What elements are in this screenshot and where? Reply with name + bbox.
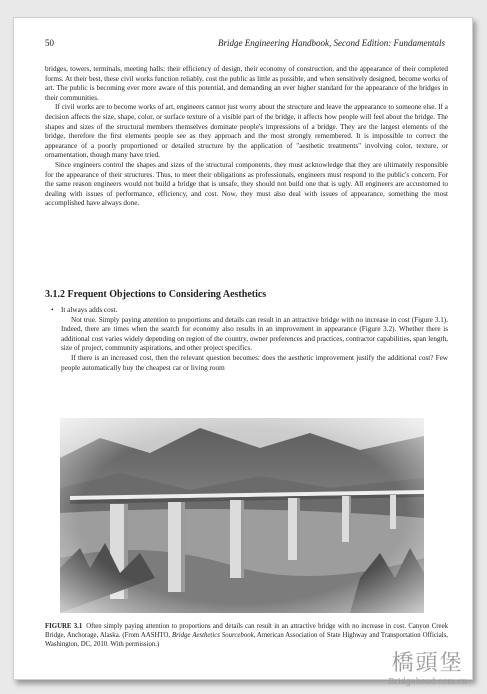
caption-source-title: Bridge Aesthetics Sourcebook xyxy=(172,632,254,639)
bullet-body xyxy=(45,316,448,374)
page-number: 50 xyxy=(45,38,54,48)
paragraph: If there is an increased cost, then the relevant question becomes: does the aesthetic improvement justify the additional cost? Few people automatically buy the cheapest car or living room xyxy=(61,353,448,372)
figure-caption xyxy=(45,622,448,649)
paragraph: bridges, towers, terminals, meeting halls: their efficiency of design, their economy of construction, and the appearance of their completed forms. At their best, these civil works function reliably, cost the public as little as possible, and when sensitively designed, become works of art. The public is becoming ever more aware of this potential, and demanding an ever higher standard for the appearance of the bridges in their communities. xyxy=(45,65,448,102)
bullet-text: It always adds cost. xyxy=(61,306,118,314)
site-watermark xyxy=(388,646,467,686)
bullet-item xyxy=(45,306,448,316)
section-heading: 3.1.2 Frequent Objections to Considering Aesthetics xyxy=(45,289,267,300)
figure-label: FIGURE 3.1 xyxy=(45,623,83,630)
bullet-icon: • xyxy=(51,306,54,314)
intro-text-block xyxy=(45,65,448,209)
section-text-block xyxy=(45,306,448,373)
document-page xyxy=(13,17,473,680)
watermark-url: Bridgehead.com.cn xyxy=(388,677,467,686)
caption-text: Often simply paying attention to proportions and details can result in an attractive bridge with no increase in cost. Canyon Creek Bridge, Anchorage, Alaska. (From AASHTO, xyxy=(45,623,448,639)
watermark-logo: 橋頭堡 xyxy=(391,651,464,676)
paragraph: Not true. Simply paying attention to proportions and details can result in an attractive bridge with no increase in cost (Figure 3.1). Indeed, there are times when the search for economy also results in an improvement in appearance (Figure 3.2). Whether there is additional cost varies widely depending on region of the country, owner preferences and practices, contractor capabilities, span length, size of project, community aspirations, and other project specifics. xyxy=(61,315,448,353)
paragraph: Since engineers control the shapes and sizes of the structural components, they must acknowledge that they are ultimately responsible for the appearance of their structures. Thus, to meet their obligations as professionals, engineers must respond to the public's concern. For the same reason engineers would not build a bridge that is unsafe, they should not build one that is ugly. All engineers are accustomed to dealing with issues of performance, efficiency, and cost. Now, they must also deal with issues of appearance, something the most accomplished have always done. xyxy=(45,160,448,208)
paragraph: If civil works are to become works of art, engineers cannot just worry about the structure and leave the appearance to someone else. If a decision affects the size, shape, color, or surface texture of a visible part of the bridge, it affects how people will feel about the bridge. The shapes and sizes of the structural members themselves dominate people's impressions of a bridge. They are the largest elements of the bridge, therefore the first elements people see as they approach and the most strongly remembered. It is impossible to correct the appearance of a poorly proportioned or detailed structure by the application of "aesthetic treatments" involving color, texture, or ornamentation, though many have tried. xyxy=(45,103,448,160)
caption-text-end: , American Association of State Highway and Transportation Officials, Washington, DC, 2010. With permission.) xyxy=(45,632,448,648)
running-header-title: Bridge Engineering Handbook, Second Edition: Fundamentals xyxy=(218,38,445,48)
bridge-photo xyxy=(60,418,424,613)
